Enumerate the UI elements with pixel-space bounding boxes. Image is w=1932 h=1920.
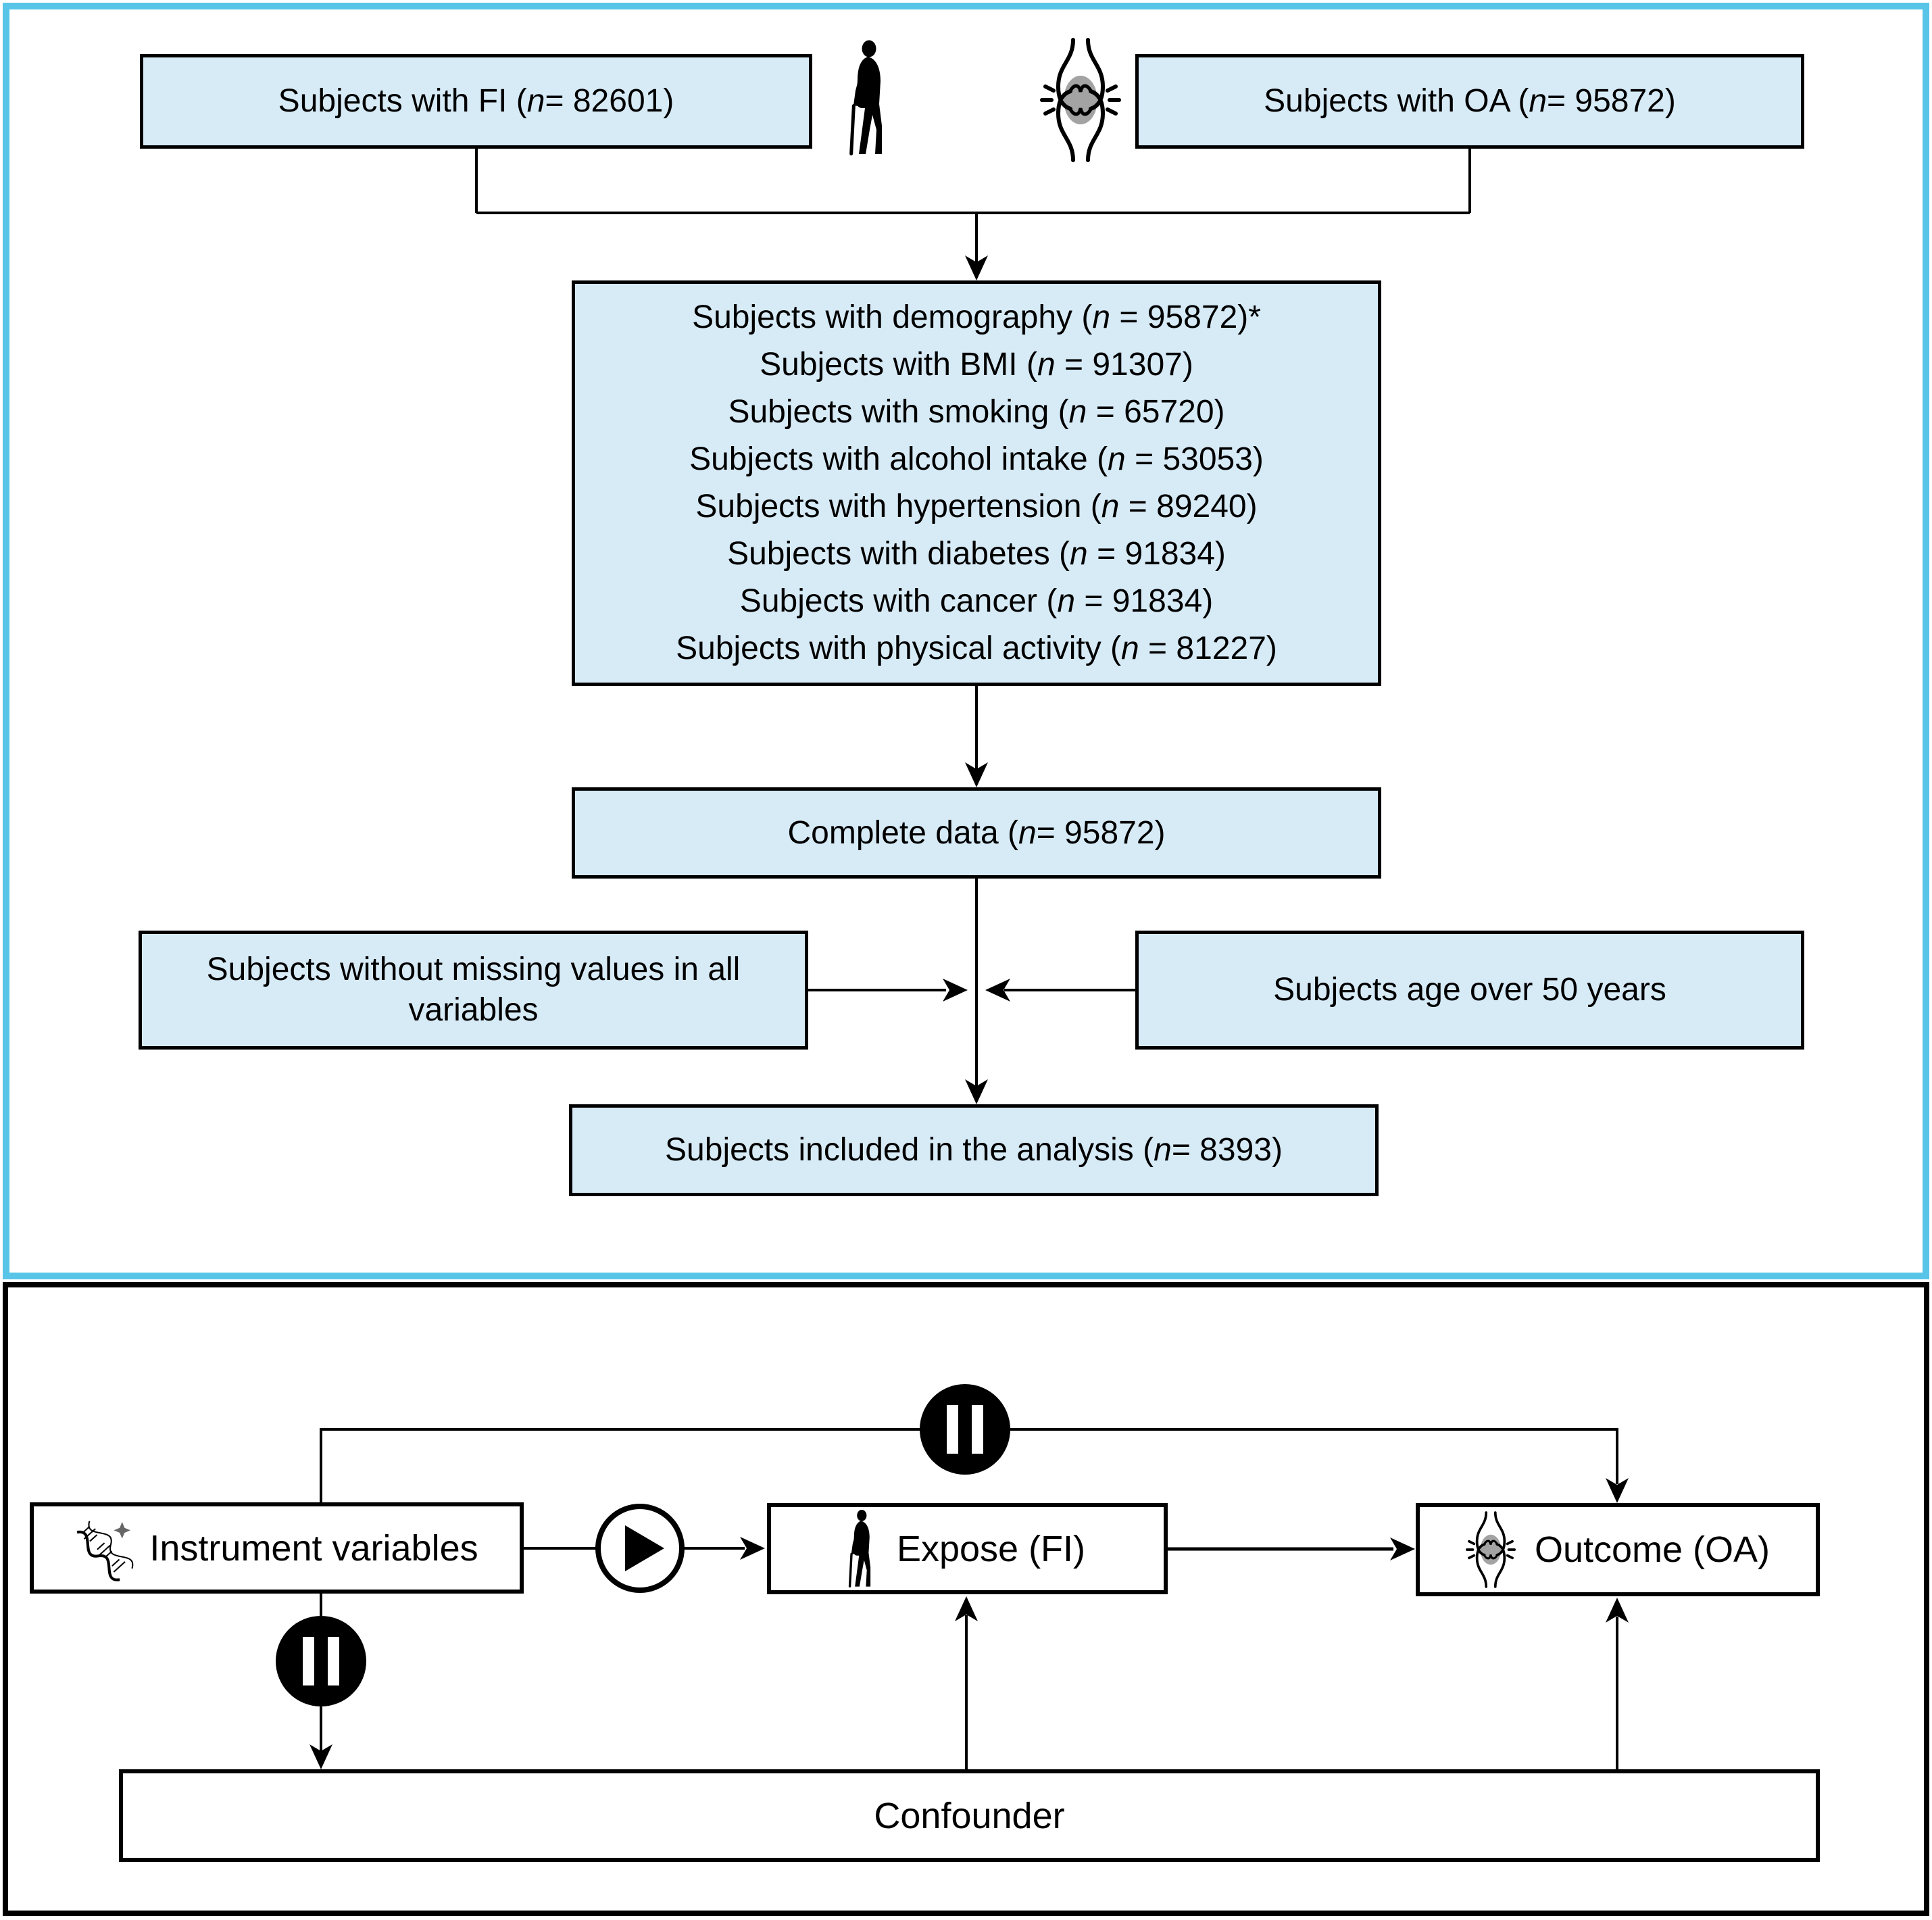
- box-included-analysis: Subjects included in the analysis ( n = 8393): [569, 1104, 1379, 1196]
- elderly-person-icon: [849, 1509, 878, 1589]
- criteria-line: Subjects with physical activity (n = 81227): [676, 631, 1277, 666]
- box-age-over-50: Subjects age over 50 years: [1135, 931, 1804, 1050]
- outcome-label: Outcome (OA): [1534, 1529, 1770, 1570]
- criteria-line: Subjects with hypertension (n = 89240): [695, 489, 1258, 524]
- criteria-line: Subjects with BMI (n = 91307): [760, 347, 1193, 383]
- box-subjects-oa: Subjects with OA ( n = 95872): [1135, 54, 1804, 149]
- box-instrument-variables: [30, 1502, 524, 1594]
- box-no-missing-values: Subjects without missing values in all variables: [139, 931, 808, 1050]
- joint-icon: [1466, 1510, 1516, 1590]
- box-covariate-availability: [572, 280, 1381, 686]
- criteria-line: Subjects with alcohol intake (n = 53053): [689, 441, 1264, 477]
- box-expose-fi: [767, 1503, 1168, 1594]
- instrument-variables-label: Instrument variables: [149, 1527, 478, 1569]
- box-complete-data: Complete data ( n = 95872): [572, 787, 1381, 879]
- dna-icon: [75, 1521, 130, 1576]
- criteria-line: Subjects with cancer (n = 91834): [739, 583, 1214, 619]
- criteria-line: Subjects with diabetes (n = 91834): [727, 536, 1226, 572]
- box-subjects-fi: Subjects with FI ( n = 82601): [140, 54, 812, 149]
- criteria-line: Subjects with smoking (n = 65720): [728, 394, 1225, 430]
- box-outcome-oa: [1416, 1503, 1820, 1596]
- expose-label: Expose (FI): [896, 1528, 1086, 1569]
- criteria-line: Subjects with demography (n = 95872)*: [692, 299, 1261, 335]
- confounder-label: Confounder: [874, 1795, 1065, 1836]
- box-confounder: [119, 1769, 1820, 1862]
